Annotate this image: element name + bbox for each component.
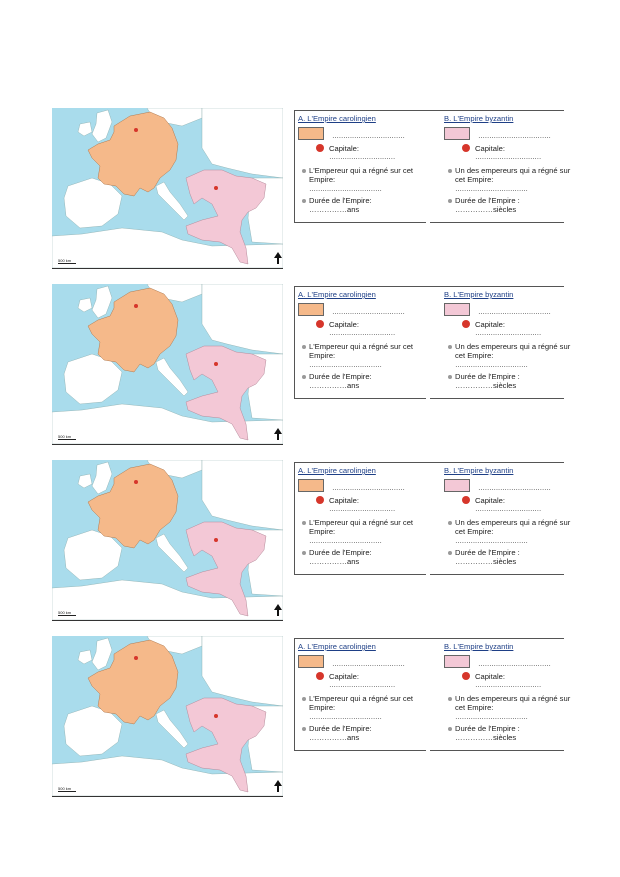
byzantine-emperor-blank[interactable]: …………………………… <box>455 538 528 545</box>
north-arrow-icon <box>273 428 283 440</box>
byzantine-name-blank[interactable]: …………………………… <box>478 661 551 668</box>
byzantine-capital-label: Capitale: <box>475 672 505 681</box>
carolingian-title: A. L'Empire carolingien <box>298 642 376 651</box>
capital-dot-icon <box>462 320 470 328</box>
byzantine-title: B. L'Empire byzantin <box>444 114 514 123</box>
bullet-icon <box>448 551 452 555</box>
capital-dot-icon <box>316 672 324 680</box>
scale-bar: 500 km <box>58 434 76 440</box>
bullet-icon <box>302 727 306 731</box>
carolingian-capital-blank[interactable]: ………………………… <box>329 330 396 337</box>
carolingian-swatch <box>298 127 324 140</box>
carolingian-name-blank[interactable]: …………………………… <box>332 133 405 140</box>
carolingian-duration-label: Durée de l'Empire: <box>309 548 372 557</box>
byzantine-duration-blank[interactable]: ……………siècles <box>455 205 517 214</box>
byzantine-duration-label: Durée de l'Empire : <box>455 372 520 381</box>
carolingian-title: A. L'Empire carolingien <box>298 114 376 123</box>
carolingian-capital-label: Capitale: <box>329 496 359 505</box>
map <box>52 460 283 621</box>
byzantine-duration-blank[interactable]: ……………siècles <box>455 381 517 390</box>
carolingian-name-blank[interactable]: …………………………… <box>332 485 405 492</box>
bullet-icon <box>448 375 452 379</box>
byzantine-name-blank[interactable]: …………………………… <box>478 485 551 492</box>
byzantine-swatch <box>444 655 470 668</box>
byzantine-emperor-label: Un des empereurs qui a régné sur cet Empire: <box>455 166 571 184</box>
bullet-icon <box>448 727 452 731</box>
legend-byzantine <box>444 290 574 390</box>
carolingian-duration-label: Durée de l'Empire: <box>309 196 372 205</box>
carolingian-emperor-blank[interactable]: …………………………… <box>309 538 382 545</box>
byzantine-title: B. L'Empire byzantin <box>444 642 514 651</box>
byzantine-capital-blank[interactable]: ………………………… <box>475 682 542 689</box>
carolingian-title: A. L'Empire carolingien <box>298 290 376 299</box>
byzantine-emperor-blank[interactable]: …………………………… <box>455 714 528 721</box>
scale-bar: 500 km <box>58 610 76 616</box>
carolingian-duration-blank[interactable]: ……………ans <box>309 381 360 390</box>
byzantine-emperor-blank[interactable]: …………………………… <box>455 186 528 193</box>
worksheet-card <box>52 108 571 268</box>
carolingian-emperor-blank[interactable]: …………………………… <box>309 714 382 721</box>
capital-dot-icon <box>462 672 470 680</box>
carolingian-swatch <box>298 655 324 668</box>
byzantine-emperor-label: Un des empereurs qui a régné sur cet Empire: <box>455 694 571 712</box>
capital-aachen <box>134 304 138 308</box>
worksheet-card <box>52 460 571 620</box>
legend-box <box>294 286 571 398</box>
worksheet-card <box>52 636 571 796</box>
carolingian-name-blank[interactable]: …………………………… <box>332 309 405 316</box>
carolingian-capital-label: Capitale: <box>329 144 359 153</box>
bullet-icon <box>448 199 452 203</box>
bullet-icon <box>302 375 306 379</box>
byzantine-name-blank[interactable]: …………………………… <box>478 133 551 140</box>
scale-bar: 500 km <box>58 258 76 264</box>
map-drawing <box>52 108 283 268</box>
legend-box <box>294 638 571 750</box>
capital-constantinople <box>214 714 218 718</box>
carolingian-swatch <box>298 479 324 492</box>
scale-bar: 500 km <box>58 786 76 792</box>
worksheet-card <box>52 284 571 444</box>
carolingian-duration-blank[interactable]: ……………ans <box>309 733 360 742</box>
byzantine-capital-label: Capitale: <box>475 144 505 153</box>
carolingian-duration-blank[interactable]: ……………ans <box>309 557 360 566</box>
byzantine-name-blank[interactable]: …………………………… <box>478 309 551 316</box>
byzantine-capital-blank[interactable]: ………………………… <box>475 506 542 513</box>
north-arrow-icon <box>273 604 283 616</box>
legend-box <box>294 462 571 574</box>
carolingian-emperor-label: L'Empereur qui a régné sur cet Empire: <box>309 166 414 184</box>
byzantine-capital-label: Capitale: <box>475 496 505 505</box>
capital-aachen <box>134 656 138 660</box>
bullet-icon <box>302 345 306 349</box>
byzantine-title: B. L'Empire byzantin <box>444 290 514 299</box>
capital-dot-icon <box>462 496 470 504</box>
carolingian-swatch <box>298 303 324 316</box>
byzantine-capital-label: Capitale: <box>475 320 505 329</box>
byzantine-swatch <box>444 303 470 316</box>
bullet-icon <box>448 697 452 701</box>
byzantine-duration-blank[interactable]: ……………siècles <box>455 733 517 742</box>
byzantine-duration-label: Durée de l'Empire : <box>455 196 520 205</box>
legend-carolingian <box>298 114 428 214</box>
bullet-icon <box>302 551 306 555</box>
bullet-icon <box>448 169 452 173</box>
carolingian-emperor-blank[interactable]: …………………………… <box>309 186 382 193</box>
carolingian-emperor-blank[interactable]: …………………………… <box>309 362 382 369</box>
carolingian-capital-blank[interactable]: ………………………… <box>329 682 396 689</box>
byzantine-title: B. L'Empire byzantin <box>444 466 514 475</box>
carolingian-capital-label: Capitale: <box>329 320 359 329</box>
legend-carolingian <box>298 466 428 566</box>
carolingian-name-blank[interactable]: …………………………… <box>332 661 405 668</box>
carolingian-title: A. L'Empire carolingien <box>298 466 376 475</box>
byzantine-swatch <box>444 127 470 140</box>
bullet-icon <box>302 169 306 173</box>
north-arrow-icon <box>273 252 283 264</box>
capital-constantinople <box>214 538 218 542</box>
carolingian-duration-label: Durée de l'Empire: <box>309 372 372 381</box>
map-drawing <box>52 636 283 796</box>
carolingian-emperor-label: L'Empereur qui a régné sur cet Empire: <box>309 694 414 712</box>
capital-dot-icon <box>316 320 324 328</box>
map <box>52 636 283 797</box>
byzantine-duration-blank[interactable]: ……………siècles <box>455 557 517 566</box>
carolingian-duration-blank[interactable]: ……………ans <box>309 205 360 214</box>
legend-byzantine <box>444 642 574 742</box>
carolingian-capital-blank[interactable]: ………………………… <box>329 506 396 513</box>
byzantine-emperor-label: Un des empereurs qui a régné sur cet Empire: <box>455 342 571 360</box>
carolingian-capital-blank[interactable]: ………………………… <box>329 154 396 161</box>
capital-constantinople <box>214 186 218 190</box>
legend-byzantine <box>444 466 574 566</box>
legend-carolingian <box>298 642 428 742</box>
byzantine-emperor-label: Un des empereurs qui a régné sur cet Empire: <box>455 518 571 536</box>
byzantine-capital-blank[interactable]: ………………………… <box>475 154 542 161</box>
map <box>52 284 283 445</box>
capital-aachen <box>134 480 138 484</box>
carolingian-emperor-label: L'Empereur qui a régné sur cet Empire: <box>309 518 414 536</box>
byzantine-capital-blank[interactable]: ………………………… <box>475 330 542 337</box>
capital-dot-icon <box>462 144 470 152</box>
carolingian-capital-label: Capitale: <box>329 672 359 681</box>
carolingian-duration-label: Durée de l'Empire: <box>309 724 372 733</box>
bullet-icon <box>302 199 306 203</box>
carolingian-emperor-label: L'Empereur qui a régné sur cet Empire: <box>309 342 414 360</box>
map-drawing <box>52 284 283 444</box>
map <box>52 108 283 269</box>
legend-byzantine <box>444 114 574 214</box>
byzantine-duration-label: Durée de l'Empire : <box>455 724 520 733</box>
bullet-icon <box>448 521 452 525</box>
north-arrow-icon <box>273 780 283 792</box>
capital-aachen <box>134 128 138 132</box>
legend-box <box>294 110 571 222</box>
bullet-icon <box>448 345 452 349</box>
legend-carolingian <box>298 290 428 390</box>
bullet-icon <box>302 521 306 525</box>
byzantine-emperor-blank[interactable]: …………………………… <box>455 362 528 369</box>
map-drawing <box>52 460 283 620</box>
bullet-icon <box>302 697 306 701</box>
byzantine-duration-label: Durée de l'Empire : <box>455 548 520 557</box>
capital-dot-icon <box>316 496 324 504</box>
capital-constantinople <box>214 362 218 366</box>
byzantine-swatch <box>444 479 470 492</box>
capital-dot-icon <box>316 144 324 152</box>
